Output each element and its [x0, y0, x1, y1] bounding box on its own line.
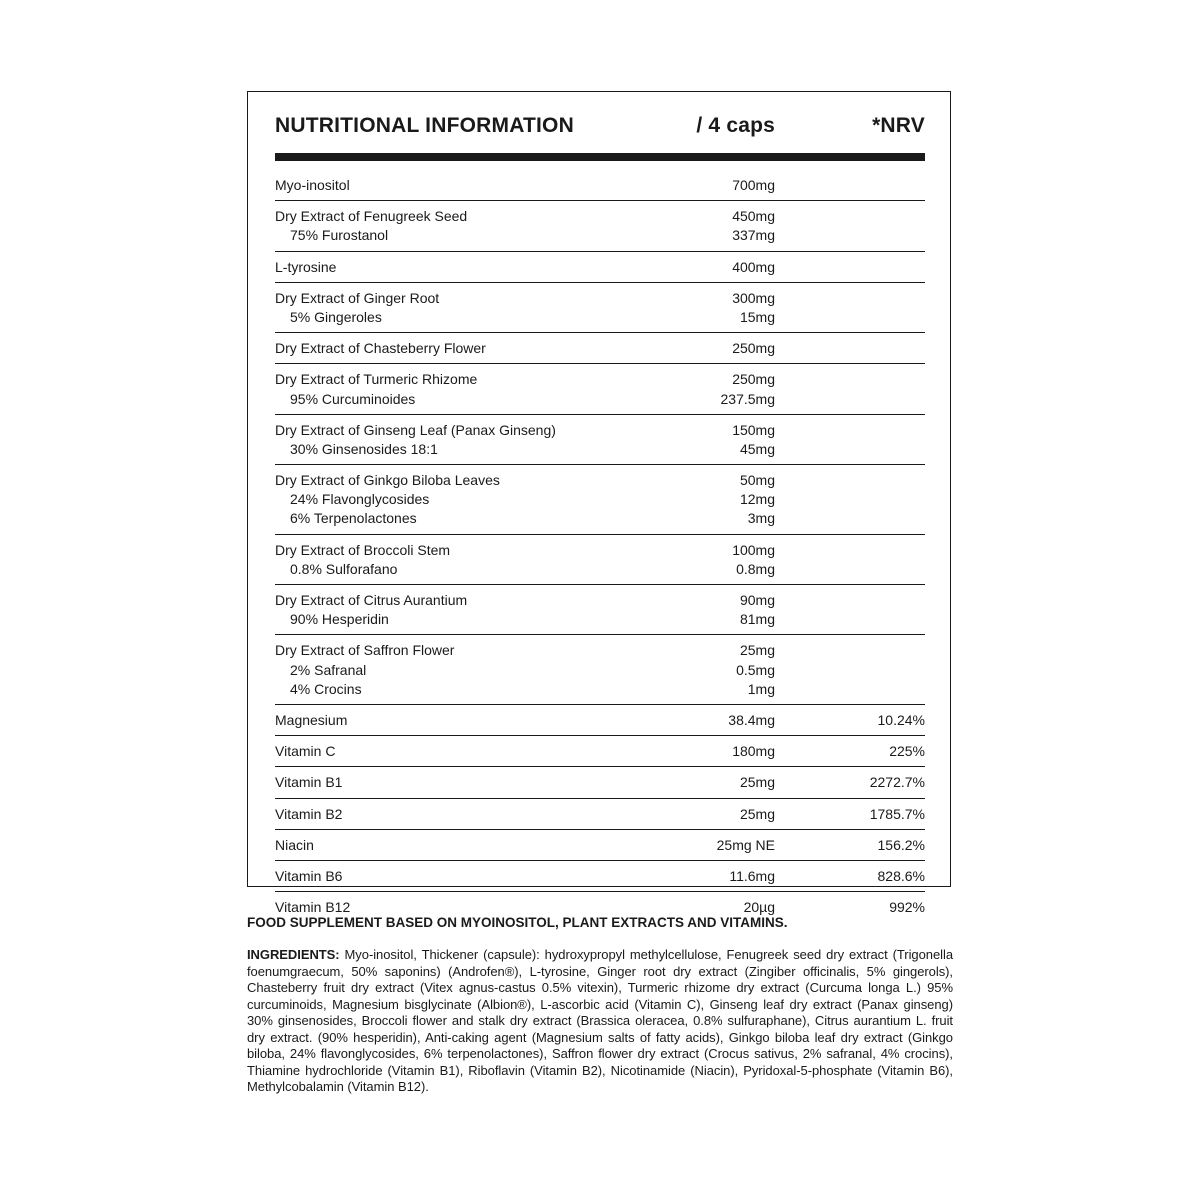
nutrient-line — [275, 207, 925, 226]
nutrient-name: Vitamin B1 — [275, 774, 343, 791]
nutrient-name: Dry Extract of Fenugreek Seed — [275, 208, 468, 225]
nutrient-name: Dry Extract of Broccoli Stem — [275, 541, 451, 558]
nutrient-amount: 25mg — [739, 805, 775, 822]
nutrition-table-header — [275, 110, 925, 150]
nutrient-nrv: 156.2% — [877, 836, 925, 853]
nutrient-line — [275, 421, 925, 440]
nutrient-subline — [275, 308, 925, 327]
nutrient-name: 30% Ginsenosides 18:1 — [290, 440, 438, 457]
table-row — [275, 705, 925, 736]
table-row — [275, 535, 925, 585]
nutrient-amount: 25mg NE — [716, 836, 775, 853]
nutrient-amount: 38.4mg — [728, 711, 775, 728]
nutrient-name: Magnesium — [275, 711, 348, 728]
nutrient-name: Myo-inositol — [275, 177, 350, 193]
header-divider — [275, 153, 925, 161]
nutrient-amount: 180mg — [732, 743, 775, 760]
nutrient-name: Vitamin B6 — [275, 867, 343, 884]
nutrient-amount: 150mg — [732, 421, 775, 438]
nutrient-subline — [275, 440, 925, 459]
nutrient-name: 5% Gingeroles — [290, 308, 382, 325]
nutrient-nrv: 2272.7% — [869, 774, 925, 791]
nutrient-line — [275, 258, 925, 277]
nutrient-amount: 25mg — [739, 774, 775, 791]
nutrient-amount: 100mg — [732, 541, 775, 558]
nutrient-line — [275, 339, 925, 358]
nutrient-line — [275, 711, 925, 730]
nutrient-amount: 3mg — [747, 510, 775, 527]
table-row — [275, 283, 925, 333]
nutrient-amount: 81mg — [739, 611, 775, 628]
nutrient-subline — [275, 490, 925, 509]
nutrient-amount: 300mg — [732, 289, 775, 306]
nutrient-amount: 90mg — [739, 592, 775, 608]
nutrient-amount: 450mg — [732, 208, 775, 225]
nutrient-name: 75% Furostanol — [290, 227, 389, 244]
nutrient-name: Vitamin C — [275, 743, 336, 760]
nutrient-name: Dry Extract of Chasteberry Flower — [275, 340, 486, 357]
nutrient-name: Dry Extract of Ginkgo Biloba Leaves — [275, 472, 500, 489]
nutrient-amount: 250mg — [732, 371, 775, 388]
nutrient-name: Vitamin B2 — [275, 805, 343, 822]
nutrient-name: 90% Hesperidin — [290, 611, 389, 628]
nrv-header: *NRV — [872, 114, 925, 137]
nutrient-name: Niacin — [275, 836, 314, 853]
nutrient-rows — [275, 170, 925, 922]
nutrient-amount: 237.5mg — [720, 390, 775, 407]
ingredients-text: Myo-inositol, Thickener (capsule): hydroxypropyl methylcellulose, Fenugreek seed dry extract (Trigonella foenumgraecum, 50% saponins) (Androfen®), L-tyrosine, Ginger root dry extract (Zingiber officinalis, 5% gingerols), Chasteberry fruit dry extract (Vitex agnus-castus 0.5% vitexin), Turmeric rhizome dry extract (Curcuma longa L.) 95% curcuminoids, Magnesium bisglycinate (Albion®), L-ascorbic acid (Vitamin C), Ginseng leaf dry extract (Panax ginseng) 30% ginsenosides, Broccoli flower and stalk dry extract (Brassica oleracea, 0.8% sulfuraphane), Citrus aurantium L. fruit dry extract. (90% hesperidin), Anti-caking agent (Magnesium salts of fatty acids), Ginkgo biloba leaf dry extract (Ginkgo biloba, 24% flavonglycosides, 6% terpenolactones), Saffron flower dry extract (Crocus sativus, 2% safranal, 4% crocins), Thiamine hydrochloride (Vitamin B1), Riboflavin (Vitamin B2), Nicotinamide (Niacin), Pyridoxal-5-phosphate (Vitamin B6), Methylcobalamin (Vitamin B12). — [247, 947, 953, 1094]
nutrient-name: Dry Extract of Citrus Aurantium — [275, 592, 468, 608]
nutrient-line — [275, 289, 925, 308]
nutrient-name: Dry Extract of Ginger Root — [275, 289, 440, 306]
nutrient-line — [275, 867, 925, 886]
nutrient-nrv: 10.24% — [877, 711, 925, 728]
nutrient-amount: 337mg — [732, 227, 775, 244]
nutrient-line — [275, 176, 925, 195]
nutrient-name: Dry Extract of Saffron Flower — [275, 642, 455, 659]
nutrient-amount: 15mg — [739, 308, 775, 325]
nutrient-amount: 45mg — [739, 440, 775, 457]
nutrient-line — [275, 370, 925, 389]
table-row — [275, 364, 925, 414]
nutrient-name: Dry Extract of Turmeric Rhizome — [275, 371, 478, 388]
nutrient-amount: 50mg — [739, 472, 775, 489]
table-row — [275, 830, 925, 861]
table-row — [275, 585, 925, 635]
table-row — [275, 252, 925, 283]
nutrient-amount: 20µg — [743, 899, 775, 916]
nutrient-nrv: 225% — [889, 743, 925, 760]
nutrient-line — [275, 836, 925, 855]
nutrient-amount: 25mg — [739, 642, 775, 659]
table-row — [275, 170, 925, 201]
nutrient-subline — [275, 610, 925, 629]
table-row — [275, 201, 925, 251]
table-row — [275, 333, 925, 364]
nutrient-amount: 250mg — [732, 340, 775, 357]
nutrient-nrv: 828.6% — [877, 867, 925, 884]
nutrient-subline — [275, 390, 925, 409]
nutrient-amount: 1mg — [747, 680, 775, 697]
ingredients-paragraph — [247, 947, 953, 1096]
nutrient-line — [275, 641, 925, 660]
ingredients-label: INGREDIENTS: — [247, 947, 340, 962]
nutrient-subline — [275, 226, 925, 245]
nutrient-amount: 12mg — [739, 491, 775, 508]
table-row — [275, 635, 925, 705]
nutrient-amount: 400mg — [732, 258, 775, 275]
nutrient-name: 6% Terpenolactones — [290, 510, 417, 527]
nutrient-name: 0.8% Sulforafano — [290, 560, 398, 577]
nutrient-amount: 11.6mg — [729, 867, 775, 884]
nutrient-subline — [275, 509, 925, 528]
nutrient-name: 95% Curcuminoides — [290, 390, 416, 407]
table-row — [275, 736, 925, 767]
nutrient-subline — [275, 661, 925, 680]
nutrient-line — [275, 471, 925, 490]
serving-size-header: / 4 caps — [696, 114, 775, 137]
table-row — [275, 799, 925, 830]
nutrient-line — [275, 773, 925, 792]
nutrient-name: L-tyrosine — [275, 258, 337, 275]
nutrient-line — [275, 742, 925, 761]
table-row — [275, 861, 925, 892]
nutrient-amount: 0.5mg — [736, 661, 775, 678]
nutrient-subline — [275, 560, 925, 579]
nutrient-amount: 700mg — [732, 177, 775, 193]
nutrient-nrv: 992% — [889, 899, 925, 916]
nutrient-line — [275, 541, 925, 560]
nutrient-name: Dry Extract of Ginseng Leaf (Panax Ginseng) — [275, 421, 556, 438]
nutrient-name: 4% Crocins — [290, 680, 362, 697]
nutrition-facts-panel — [247, 91, 951, 916]
nutrient-name: Vitamin B12 — [275, 899, 351, 916]
supplement-statement: FOOD SUPPLEMENT BASED ON MYOINOSITOL, PLANT EXTRACTS AND VITAMINS. — [247, 915, 788, 930]
nutrient-nrv: 1785.7% — [869, 805, 925, 822]
table-row — [275, 767, 925, 798]
nutrient-line — [275, 805, 925, 824]
table-row — [275, 415, 925, 465]
nutrient-subline — [275, 680, 925, 699]
nutrient-amount: 0.8mg — [736, 560, 775, 577]
table-row — [275, 465, 925, 535]
nutrient-name: 2% Safranal — [290, 661, 367, 678]
table-title: NUTRITIONAL INFORMATION — [275, 114, 574, 137]
nutrient-name: 24% Flavonglycosides — [290, 491, 430, 508]
nutrient-line — [275, 591, 925, 610]
